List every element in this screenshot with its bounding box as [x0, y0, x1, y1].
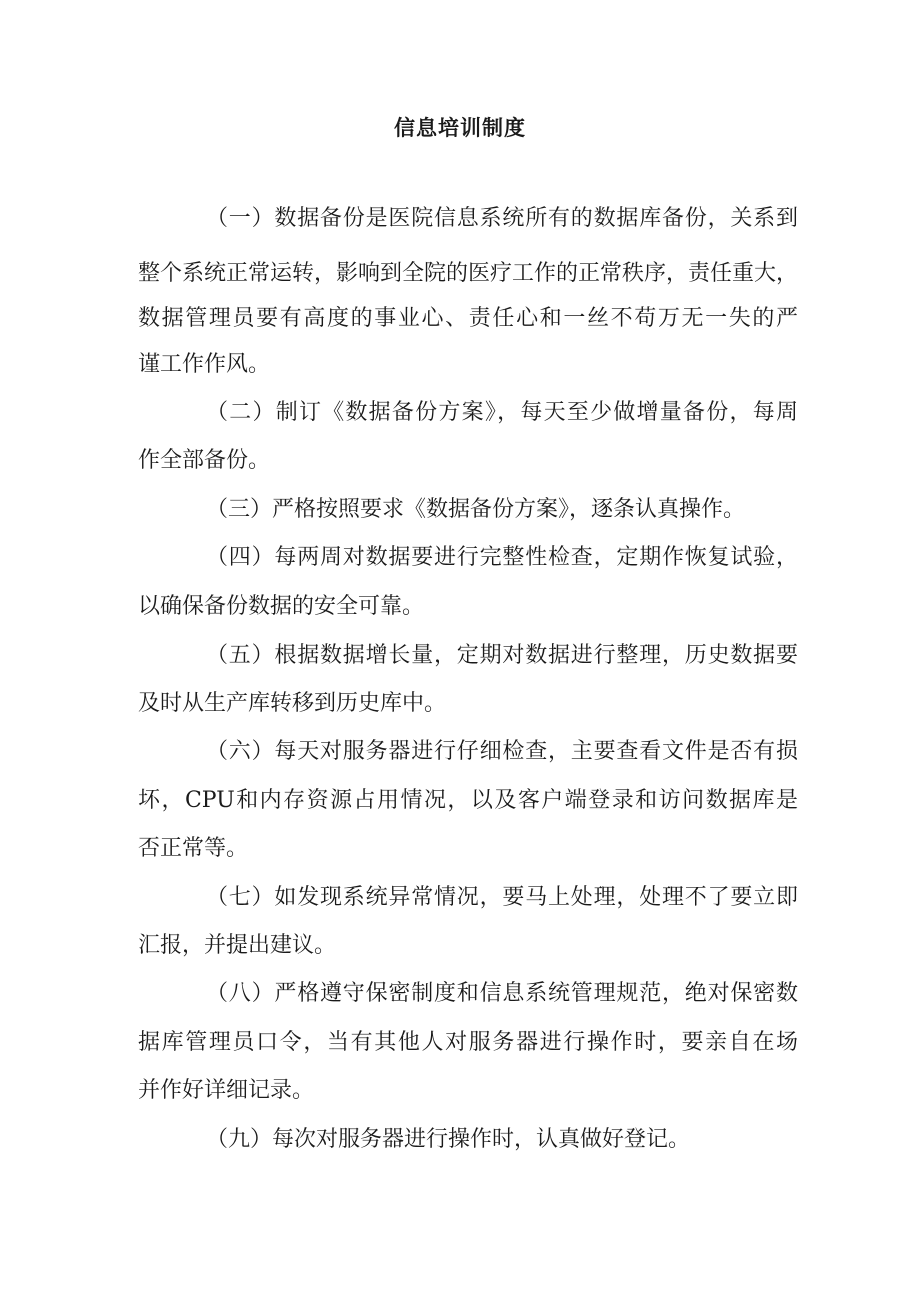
- paragraph-line: 汇报，并提出建议。: [138, 933, 337, 958]
- paragraph-line: 坏，CPU和内存资源占用情况，以及客户端登录和访问数据库是: [138, 788, 798, 813]
- paragraph-line: 谨工作作风。: [138, 352, 271, 377]
- paragraph-line: 以确保备份数据的安全可靠。: [138, 594, 425, 619]
- paragraph-line: （六）每天对服务器进行仔细检查，主要查看文件是否有损: [206, 739, 798, 764]
- paragraph-line: 否正常等。: [138, 836, 249, 861]
- paragraph-line: （二）制订《数据备份方案》，每天至少做增量备份，每周: [206, 400, 798, 425]
- paragraph-line: 据库管理员口令，当有其他人对服务器进行操作时，要亲自在场: [138, 1030, 798, 1055]
- paragraph-line: （五）根据数据增长量，定期对数据进行整理，历史数据要: [206, 643, 798, 668]
- paragraph-line: 数据管理员要有高度的事业心、责任心和一丝不苟万无一失的严: [138, 306, 798, 331]
- paragraph-line: 及时从生产库转移到历史库中。: [138, 691, 447, 716]
- paragraph-line: 作全部备份。: [138, 448, 271, 473]
- paragraph-line: （七）如发现系统异常情况，要马上处理，处理不了要立即: [206, 885, 798, 910]
- paragraph-line: 并作好详细记录。: [138, 1078, 315, 1103]
- paragraph-line: （一）数据备份是医院信息系统所有的数据库备份，关系到: [206, 206, 798, 231]
- paragraph-line: （四）每两周对数据要进行完整性检查，定期作恢复试验，: [206, 545, 798, 570]
- paragraph-line: （三）严格按照要求《数据备份方案》，逐条认真操作。: [206, 497, 746, 522]
- document-title: 信息培训制度: [394, 115, 526, 140]
- paragraph-line: 整个系统正常运转，影响到全院的医疗工作的正常秩序，责任重大，: [138, 261, 799, 286]
- paragraph-line: （八）严格遵守保密制度和信息系统管理规范，绝对保密数: [206, 981, 798, 1006]
- paragraph-line: （九）每次对服务器进行操作时，认真做好登记。: [206, 1127, 691, 1152]
